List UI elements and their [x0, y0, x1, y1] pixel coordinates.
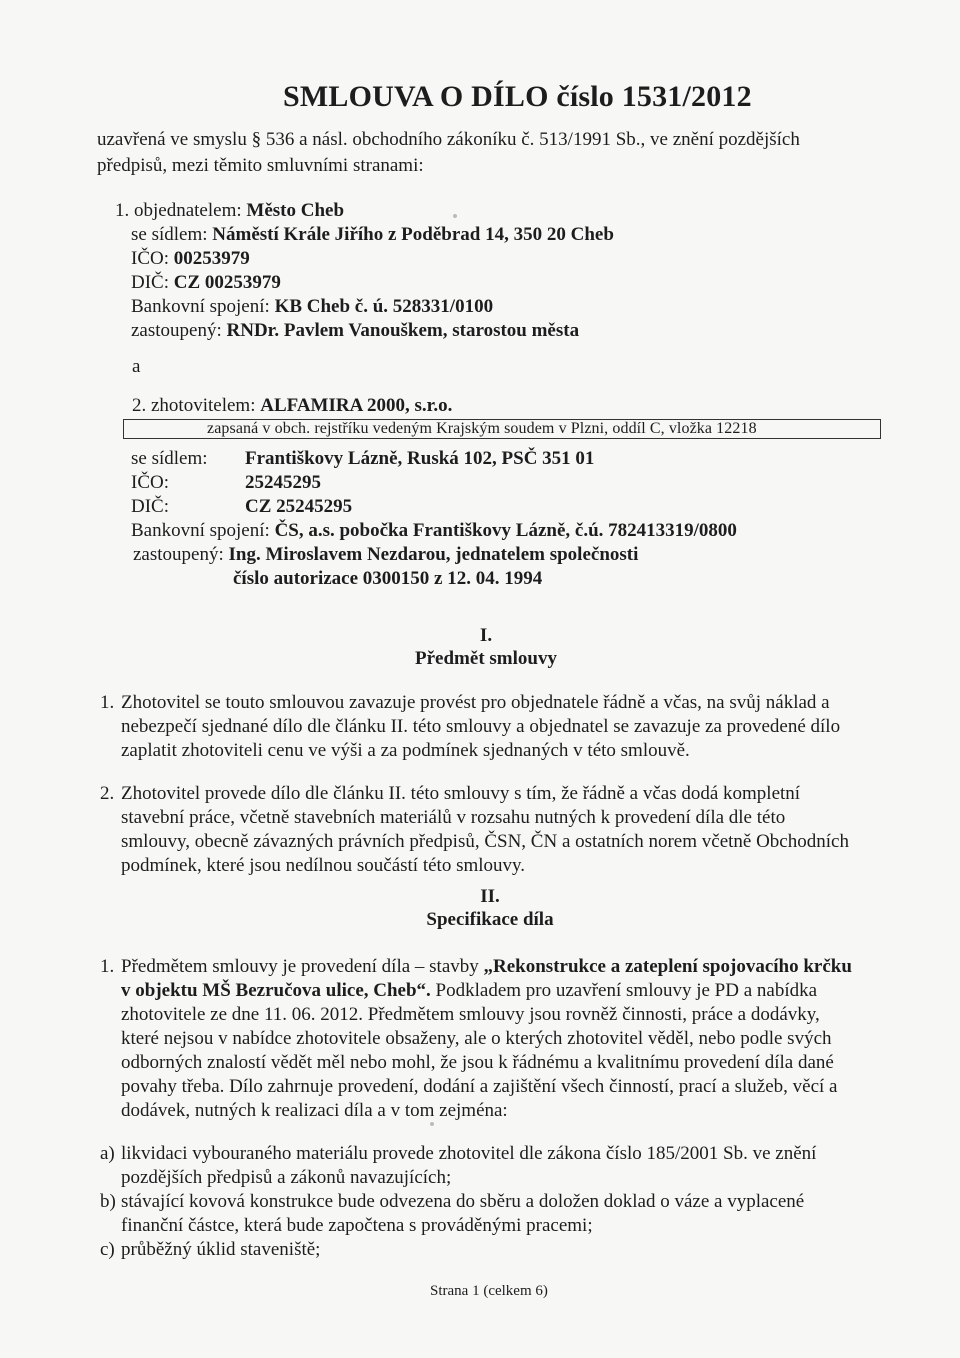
s2-p1-line-1b: „Rekonstrukce a zateplení spojovacího krčku — [483, 956, 852, 977]
s1-p2-number: 2. — [100, 783, 115, 804]
item-c-line-1: průběžný úklid staveniště; — [121, 1239, 321, 1260]
party2-rep: Ing. Miroslavem Nezdarou, jednatelem společnosti — [228, 544, 639, 565]
intro-line-1: uzavřená ve smyslu § 536 a násl. obchodního zákoníku č. 513/1991 Sb., ve znění pozdějších — [97, 129, 800, 150]
party2-rep-authorization: číslo autorizace 0300150 z 12. 04. 1994 — [233, 568, 543, 589]
s1-p2-line-1: Zhotovitel provede dílo dle článku II. této smlouvy s tím, že řádně a včas dodá kompletní — [121, 783, 801, 804]
s1-p1-line-2: nebezpečí sjednané dílo dle článku II. této smlouvy a objednatel se zavazuje za provedené dílo — [121, 716, 841, 737]
s1-p2-line-4: podmínek, které jsou nedílnou součástí této smlouvy. — [121, 855, 526, 876]
party2-dic-label: DIČ: — [131, 496, 169, 517]
party2-bank: ČS, a.s. pobočka Františkovy Lázně, č.ú. 782413319/0800 — [274, 520, 737, 541]
party1-name: Město Cheb — [246, 200, 345, 221]
page-footer: Strana 1 (celkem 6) — [430, 1283, 548, 1299]
party1-label: 1. objednatelem: — [115, 200, 242, 221]
party1-line — [115, 200, 344, 222]
party1-dic-line — [131, 272, 281, 294]
section1-title: Předmět smlouvy — [415, 648, 557, 669]
party1-seat-label: se sídlem: — [131, 224, 208, 245]
s2-p1-line-5: odborných znalostí vědět měl nebo mohl, že jsou k řádnému a kvalitnímu provedení díla dané — [121, 1052, 834, 1073]
section2-title: Specifikace díla — [426, 909, 554, 930]
party1-seat: Náměstí Krále Jiřího z Poděbrad 14, 350 20 Cheb — [212, 224, 614, 245]
item-b-marker: b) — [100, 1191, 116, 1212]
s2-p1-line-1a: Předmětem smlouvy je provedení díla – stavby — [121, 956, 484, 977]
s2-p1-line-2 — [121, 980, 817, 1002]
s1-p1-number: 1. — [100, 692, 115, 713]
document-title: SMLOUVA O DÍLO číslo 1531/2012 — [283, 80, 752, 113]
s2-p1-line-6: povahy třeba. Dílo zahrnuje provedení, dodání a zajištění všech činností, prací a služeb, věcí a — [121, 1076, 838, 1097]
party1-rep: RNDr. Pavlem Vanouškem, starostou města — [226, 320, 580, 341]
s2-p1-line-3: zhotovitele ze dne 11. 06. 2012. Předmětem smlouvy jsou rovněž činnosti, práce a dodávky, — [121, 1004, 820, 1025]
s1-p1-line-1: Zhotovitel se touto smlouvou zavazuje provést pro objednatele řádně a včas, na svůj náklad a — [121, 692, 830, 713]
party1-ico-label: IČO: — [131, 248, 169, 269]
item-a-line-2: pozdějších předpisů a zákonů navazujících; — [121, 1167, 452, 1188]
s2-p1-line-2a: v objektu MŠ Bezručova ulice, Cheb“. — [121, 980, 431, 1001]
intro-line-2: předpisů, mezi těmito smluvními stranami: — [97, 155, 424, 176]
party2-rep-line — [133, 544, 638, 566]
s1-p2-line-2: stavební práce, včetně stavebních materiálů v rozsahu nutných k provedení díla dle této — [121, 807, 786, 828]
party1-ico: 00253979 — [173, 248, 250, 269]
s2-p1-line-2b: Podkladem pro uzavření smlouvy je PD a nabídka — [430, 980, 818, 1001]
party1-rep-label: zastoupený: — [131, 320, 222, 341]
conjunction-a: a — [132, 356, 141, 377]
item-a-marker: a) — [100, 1143, 115, 1164]
party2-ico-label: IČO: — [131, 472, 169, 493]
party1-ico-line — [131, 248, 250, 270]
party2-rep-label: zastoupený: — [133, 544, 224, 565]
item-b-line-2: finanční částce, která bude započtena s prováděnými pracemi; — [121, 1215, 593, 1236]
party2-bank-label: Bankovní spojení: — [131, 520, 270, 541]
party2-seat: Františkovy Lázně, Ruská 102, PSČ 351 01 — [245, 448, 595, 469]
party2-line — [132, 395, 452, 417]
item-a-line-1: likvidaci vybouraného materiálu provede zhotovitel dle zákona číslo 185/2001 Sb. ve znění — [121, 1143, 817, 1164]
section1-number: I. — [479, 625, 493, 646]
party1-dic-label: DIČ: — [131, 272, 169, 293]
scan-speck — [453, 214, 457, 218]
party1-dic: CZ 00253979 — [173, 272, 281, 293]
s1-p2-line-3: smlouvy, obecně závazných právních předpisů, ČSN, ČN a ostatních norem včetně Obchodních — [121, 831, 849, 852]
s2-p1-line-4: které nejsou v nabídce zhotovitele obsaženy, ale o kterých zhotovitel věděl, nebo podle svých — [121, 1028, 832, 1049]
party2-registry: zapsaná v obch. rejstříku vedeným Krajským soudem v Plzni, oddíl C, vložka 12218 — [207, 420, 757, 437]
s2-p1-number: 1. — [100, 956, 115, 977]
party2-seat-label: se sídlem: — [131, 448, 208, 469]
section2-number: II. — [480, 886, 500, 907]
party1-rep-line — [131, 320, 579, 342]
party2-ico: 25245295 — [245, 472, 321, 493]
s2-p1-line-7: dodávek, nutných k realizaci díla a v tom zejména: — [121, 1100, 508, 1121]
party2-dic: CZ 25245295 — [245, 496, 353, 517]
s1-p1-line-3: zaplatit zhotoviteli cenu ve výši a za podmínek sjednaných v této smlouvě. — [121, 740, 690, 761]
item-c-marker: c) — [100, 1239, 115, 1260]
party2-label: 2. zhotovitelem: — [132, 395, 256, 416]
item-b-line-1: stávající kovová konstrukce bude odvezena do sběru a doložen doklad o váze a vyplacené — [121, 1191, 805, 1212]
party2-bank-line — [131, 520, 737, 542]
party1-seat-line — [131, 224, 614, 246]
party1-bank-label: Bankovní spojení: — [131, 296, 270, 317]
s2-p1-line-1 — [121, 956, 852, 978]
party1-bank: KB Cheb č. ú. 528331/0100 — [274, 296, 494, 317]
scan-speck — [430, 1122, 434, 1126]
party2-name: ALFAMIRA 2000, s.r.o. — [260, 395, 453, 416]
party1-bank-line — [131, 296, 493, 318]
